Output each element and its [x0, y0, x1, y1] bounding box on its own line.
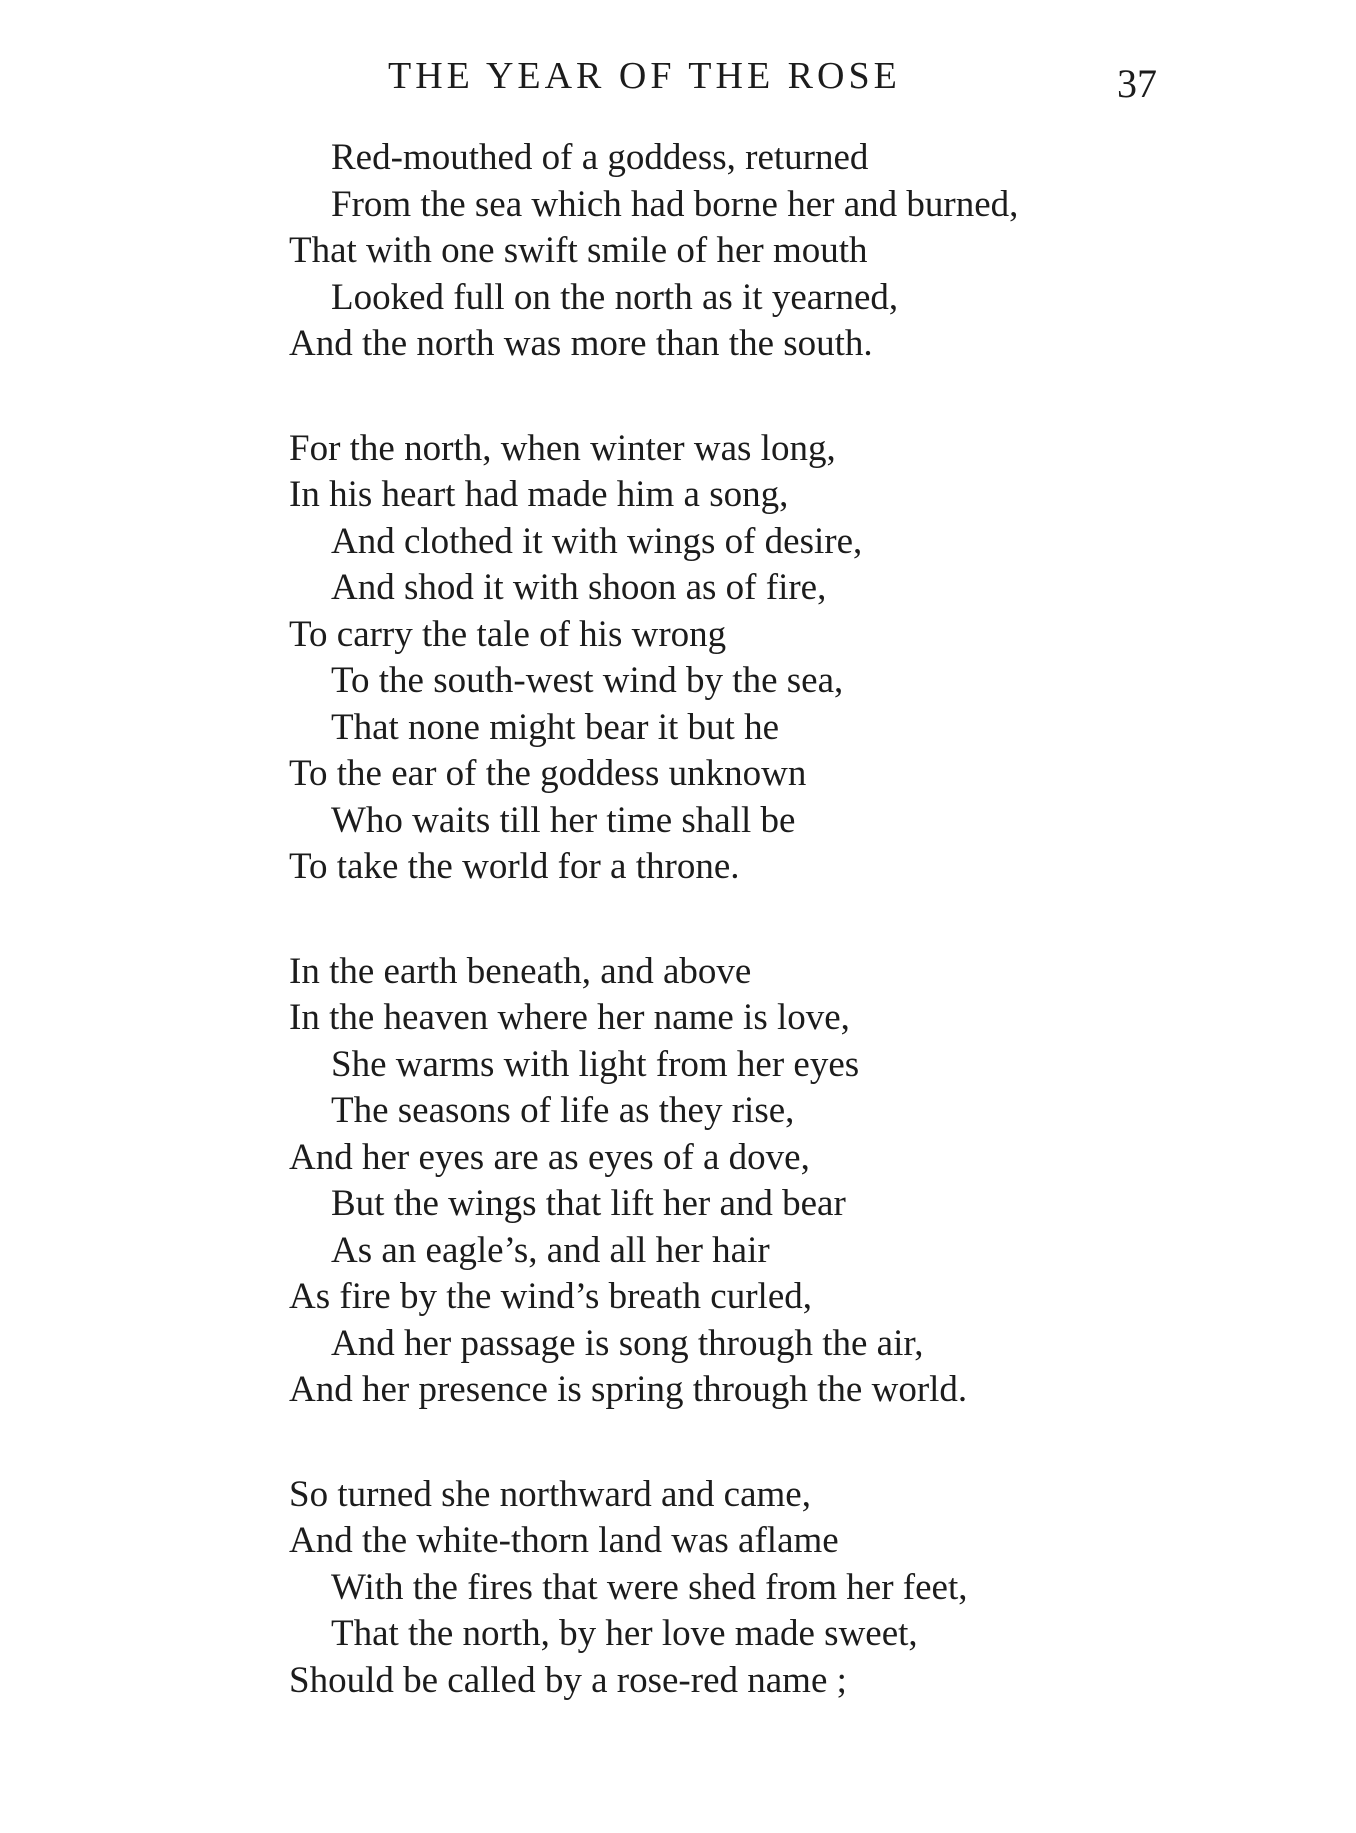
poem-line: So turned she northward and came, [289, 1473, 811, 1515]
poem-line: From the sea which had borne her and burned, [331, 183, 1019, 225]
poem-line: Who waits till her time shall be [331, 799, 796, 841]
poem-line: To take the world for a throne. [289, 846, 740, 887]
poem-line: In his heart had made him a song, [289, 474, 789, 515]
poem-line: And the white-thorn land was aflame [289, 1520, 839, 1561]
poem-line: As an eagle’s, and all her hair [331, 1229, 770, 1271]
poem-line: She warms with light from her eyes [331, 1043, 860, 1085]
poem-line: And her presence is spring through the world. [289, 1369, 968, 1410]
poem-line: But the wings that lift her and bear [331, 1183, 846, 1224]
poem-line: To the ear of the goddess unknown [289, 753, 807, 794]
poem-line: And shod it with shoon as of fire, [331, 567, 827, 608]
stanza-3 [289, 949, 1299, 1414]
poem-line: That the north, by her love made sweet, [331, 1613, 918, 1654]
poem-line: In the earth beneath, and above [289, 950, 752, 992]
poem-line: As fire by the wind’s breath curled, [289, 1276, 812, 1317]
poem-line: And the north was more than the south. [289, 323, 873, 364]
poem-line: With the fires that were shed from her feet, [331, 1566, 968, 1608]
poem-line: Should be called by a rose-red name ; [289, 1659, 847, 1701]
poem-line: That none might bear it but he [331, 706, 779, 748]
poem-line: And her passage is song through the air, [331, 1322, 924, 1364]
poem-body [289, 135, 1299, 1762]
poem-line: That with one swift smile of her mouth [289, 230, 868, 271]
stanza-2 [289, 426, 1299, 891]
poem-line: Red-mouthed of a goddess, returned [331, 137, 869, 178]
poem-line: And her eyes are as eyes of a dove, [289, 1136, 810, 1178]
poem-line: The seasons of life as they rise, [331, 1090, 795, 1131]
page-number: 37 [1117, 61, 1157, 106]
poem-line: And clothed it with wings of desire, [331, 520, 863, 562]
poem-line: To the south-west wind by the sea, [331, 660, 844, 701]
running-title: THE YEAR OF THE ROSE [388, 55, 901, 97]
poem-line: For the north, when winter was long, [289, 427, 836, 469]
stanza-4 [289, 1472, 1299, 1705]
stanza-1 [289, 135, 1299, 368]
poem-line: Looked full on the north as it yearned, [331, 276, 899, 318]
poem-line: In the heaven where her name is love, [289, 997, 850, 1038]
poem-line: To carry the tale of his wrong [289, 613, 727, 655]
